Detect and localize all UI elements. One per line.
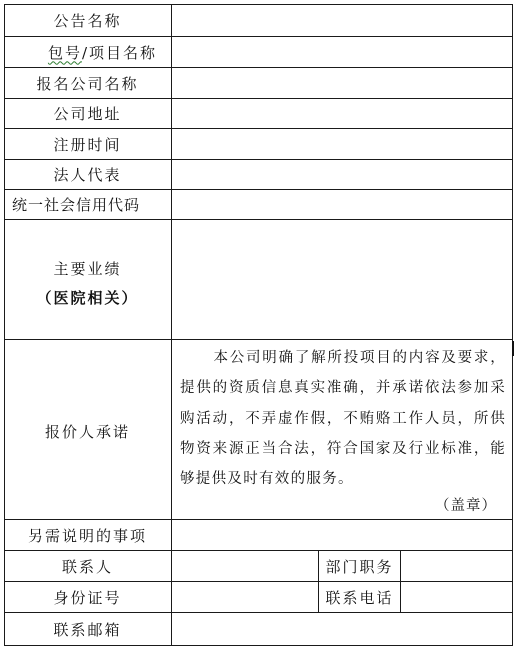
row-line bbox=[4, 645, 513, 646]
row-line bbox=[4, 219, 513, 220]
label-registration-time: 注册时间 bbox=[53, 135, 122, 154]
label-main-performance: 主要业绩 bbox=[53, 259, 122, 278]
package-label-suffix: /项目名称 bbox=[81, 43, 158, 62]
label-bidder-commitment: 报价人承诺 bbox=[44, 422, 130, 441]
label-contact-person: 联系人 bbox=[61, 557, 113, 576]
label-package-project-name bbox=[34, 37, 171, 67]
commitment-text: 本公司明确了解所投项目的内容及要求，提供的资质信息真实准确，并承诺依法参加采购活动，不弄虚作假，不贿赂工作人员，所供物资来源正当合法，符合国家及行业标准，能够提供及时有效的服务。 bbox=[180, 350, 506, 488]
seal-label: （盖章） bbox=[435, 498, 497, 514]
label-legal-representative: 法人代表 bbox=[53, 166, 122, 184]
label-id-number: 身份证号 bbox=[53, 588, 122, 607]
label-department-position: 部门职务 bbox=[325, 557, 394, 576]
label-applicant-company: 报名公司名称 bbox=[36, 74, 139, 93]
label-credit-code: 统一社会信用代码 bbox=[12, 196, 141, 214]
label-main-performance-note: （医院相关） bbox=[36, 288, 139, 307]
package-label-prefix: 包号 bbox=[47, 43, 82, 62]
row-line bbox=[4, 339, 513, 340]
label-company-address: 公司地址 bbox=[53, 105, 122, 123]
label-contact-email: 联系邮箱 bbox=[53, 620, 122, 639]
text-cursor bbox=[512, 341, 514, 356]
label-other-matters: 另需说明的事项 bbox=[27, 526, 147, 545]
label-announcement-name: 公告名称 bbox=[53, 12, 122, 30]
label-contact-phone: 联系电话 bbox=[325, 588, 394, 607]
